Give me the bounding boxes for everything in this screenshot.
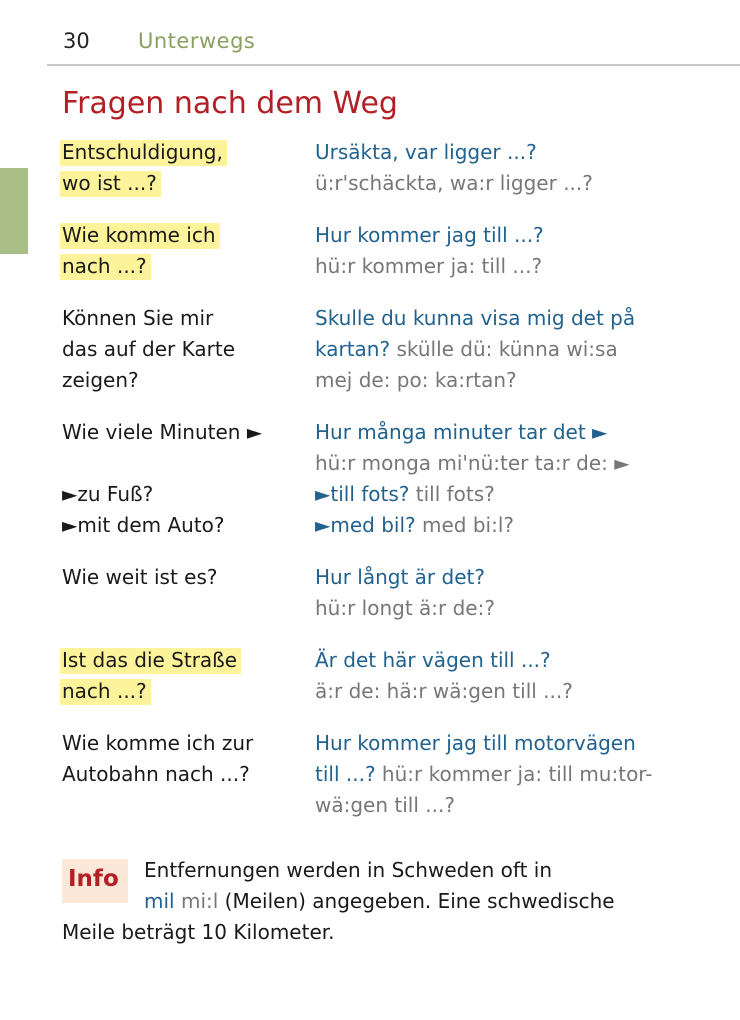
pronunciation: skülle dü: künna wi:sa	[396, 337, 618, 361]
swedish-phrase	[315, 303, 735, 396]
swedish-text: Hur kommer jag till ...?	[315, 223, 544, 247]
german-line: das auf der Karte	[62, 337, 236, 361]
info-term: mil	[144, 889, 175, 913]
pronunciation: till fots?	[415, 482, 495, 506]
german-line: ►mit dem Auto?	[62, 513, 225, 537]
german-line: Wie komme ich zur	[62, 731, 254, 755]
german-line: wo ist ...?	[60, 171, 161, 197]
info-label: Info	[68, 866, 119, 892]
german-phrase	[62, 220, 302, 282]
page-title: Fragen nach dem Weg	[62, 86, 398, 121]
pronunciation: hü:r kommer ja: till ...?	[315, 254, 543, 278]
info-term-pronunciation: mi:l	[180, 889, 219, 913]
pronunciation: ä:r de: hä:r wä:gen till ...?	[315, 679, 573, 703]
german-line: nach ...?	[60, 679, 151, 705]
chapter-tab-marker	[0, 168, 28, 254]
german-line: Autobahn nach ...?	[62, 762, 250, 786]
swedish-text: Skulle du kunna visa mig det på	[315, 306, 636, 330]
swedish-text: Hur många minuter tar det ►	[315, 420, 608, 444]
swedish-text: Ursäkta, var ligger ...?	[315, 140, 537, 164]
german-phrase	[62, 728, 302, 790]
german-line: Ist das die Straße	[60, 648, 241, 674]
german-line: Wie weit ist es?	[62, 565, 218, 589]
swedish-phrase	[315, 562, 735, 624]
swedish-text: Är det här vägen till ...?	[315, 648, 551, 672]
swedish-phrase	[315, 220, 735, 282]
german-line: zeigen?	[62, 368, 139, 392]
pronunciation: mej de: po: ka:rtan?	[315, 368, 517, 392]
pronunciation: hü:r monga mi'nü:ter ta:r de: ►	[315, 451, 630, 475]
section-title: Unterwegs	[138, 29, 256, 53]
page-header	[47, 26, 740, 66]
swedish-text: till ...?	[315, 762, 376, 786]
info-line: Entfernungen werden in Schweden oft in	[144, 858, 553, 882]
pronunciation: hü:r longt ä:r de:?	[315, 596, 495, 620]
swedish-phrase	[315, 137, 735, 199]
german-line: Können Sie mir	[62, 306, 214, 330]
info-line: Meile beträgt 10 Kilometer.	[62, 920, 335, 944]
info-text	[62, 855, 702, 948]
swedish-text: ►till fots?	[315, 482, 410, 506]
german-phrase	[62, 645, 302, 707]
german-phrase	[62, 303, 302, 396]
german-phrase	[62, 417, 302, 541]
german-line: Wie viele Minuten ►	[62, 420, 263, 444]
swedish-phrase	[315, 417, 735, 541]
swedish-phrase	[315, 645, 735, 707]
pronunciation: ü:r'schäckta, wa:r ligger ...?	[315, 171, 593, 195]
swedish-text: Hur långt är det?	[315, 565, 485, 589]
pronunciation: med bi:l?	[422, 513, 515, 537]
german-line: ►zu Fuß?	[62, 482, 154, 506]
page-number: 30	[63, 29, 90, 53]
german-line: nach ...?	[60, 254, 151, 280]
pronunciation: wä:gen till ...?	[315, 793, 455, 817]
swedish-text: kartan?	[315, 337, 391, 361]
swedish-text: ►med bil?	[315, 513, 416, 537]
info-line: (Meilen) angegeben. Eine schwedische	[224, 889, 615, 913]
german-phrase	[62, 562, 302, 593]
swedish-phrase	[315, 728, 735, 821]
pronunciation: hü:r kommer ja: till mu:tor-	[381, 762, 653, 786]
german-line: Entschuldigung,	[60, 140, 227, 166]
german-line: Wie komme ich	[60, 223, 220, 249]
swedish-text: Hur kommer jag till motorvägen	[315, 731, 636, 755]
german-phrase	[62, 137, 302, 199]
